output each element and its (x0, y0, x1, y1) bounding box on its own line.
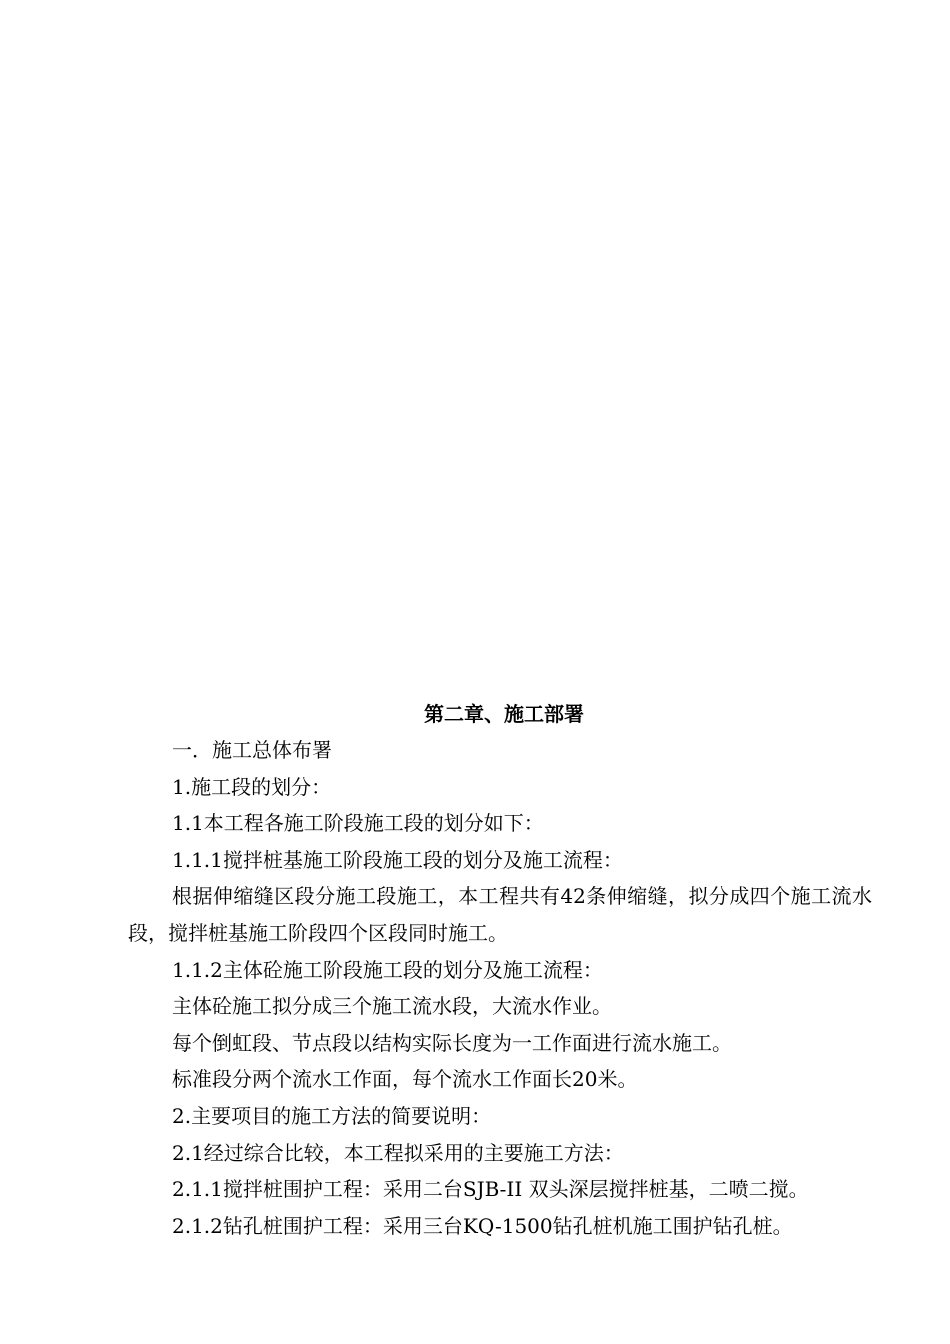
body-paragraph: 标准段分两个流水工作面，每个流水工作面长20米。 (172, 1067, 638, 1092)
subsection-heading: 2.1经过综合比较，本工程拟采用的主要施工方法： (172, 1140, 624, 1165)
body-paragraph: 2.1.2钻孔桩围护工程：采用三台KQ-1500钻孔桩机施工围护钻孔桩。 (172, 1213, 793, 1238)
subsection-heading: 1.1.2主体砼施工阶段施工段的划分及施工流程： (172, 957, 603, 982)
body-paragraph: 2.1.1搅拌桩围护工程：采用二台SJB-II 双头深层搅拌桩基，二喷二搅。 (172, 1177, 809, 1202)
chapter-title: 第二章、施工部署 (424, 702, 584, 726)
subsection-heading: 1.1.1搅拌桩基施工阶段施工段的划分及施工流程： (172, 847, 623, 872)
subsection-heading: 1.1本工程各施工阶段施工段的划分如下： (172, 811, 544, 836)
body-paragraph: 每个倒虹段、节点段以结构实际长度为一工作面进行流水施工。 (172, 1030, 732, 1055)
section-heading: 一．施工总体布署 (172, 738, 332, 762)
subsection-heading: 1.施工段的划分： (172, 774, 332, 799)
body-paragraph: 根据伸缩缝区段分施工段施工，本工程共有42条伸缩缝，拟分成四个施工流水段，搅拌桩基施工阶段四个区段同时施工。 (128, 884, 872, 945)
body-paragraph: 主体砼施工拟分成三个施工流水段，大流水作业。 (172, 994, 612, 1019)
document-body (128, 696, 872, 1244)
subsection-heading: 2.主要项目的施工方法的简要说明： (172, 1103, 492, 1128)
